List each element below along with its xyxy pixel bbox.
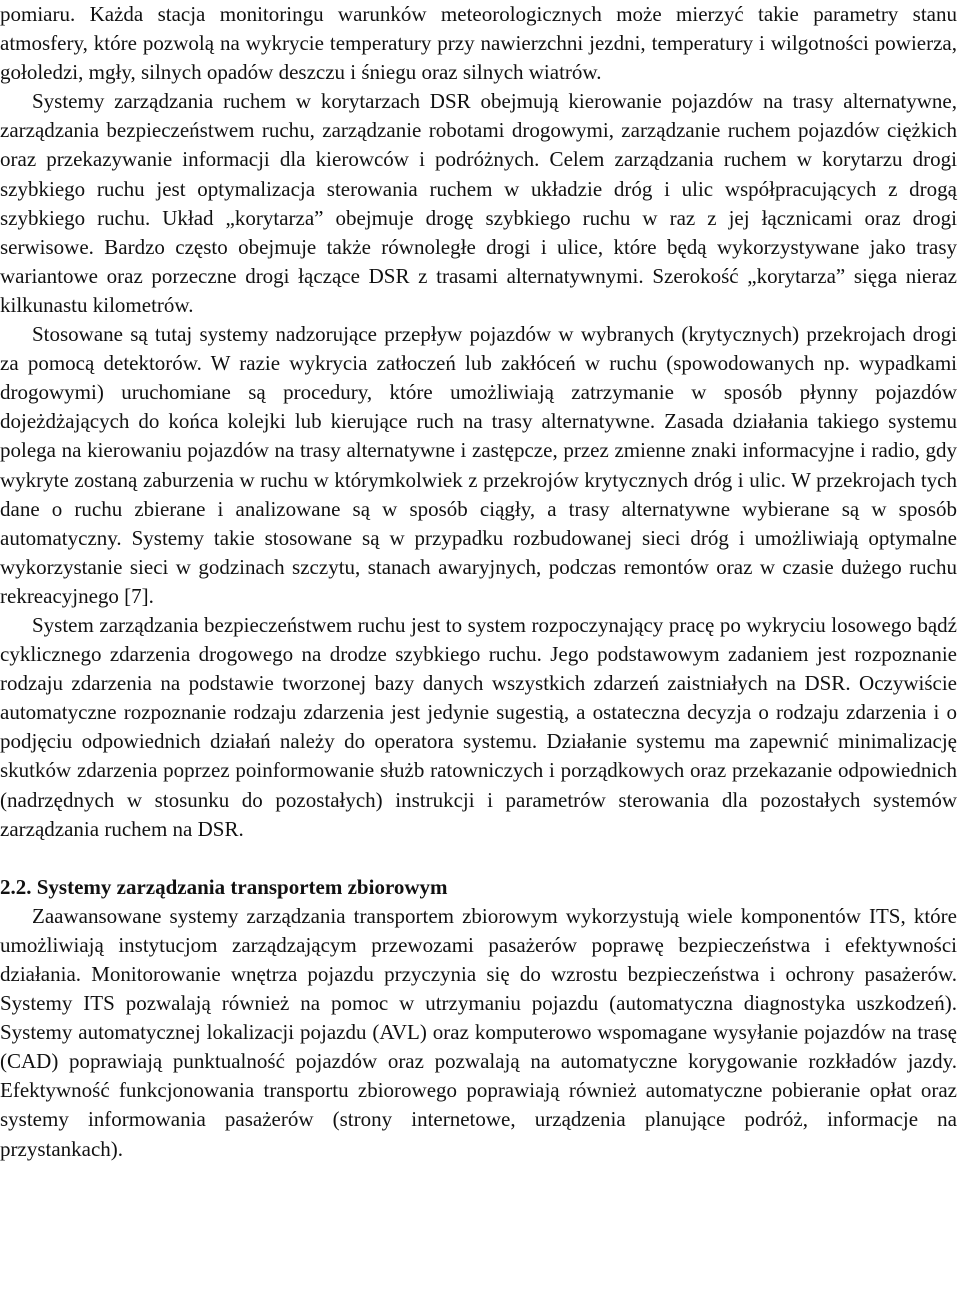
paragraph-weather-monitoring: pomiaru. Każda stacja monitoringu warunków meteorologicznych może mierzyć takie parametry stanu atmosfery, które pozwolą na wykrycie temperatury przy nawierzchni jezdni, temperatury i wilgotności powierza, gołoledzi, mgły, silnych opadów deszczu i śniegu oraz silnych wiatrów. <box>0 2 957 85</box>
paragraph-safety-management: System zarządzania bezpieczeństwem ruchu jest to system rozpoczynający pracę po wykryciu losowego bądź cyklicznego zdarzenia drogowego na drodze szybkiego ruchu. Jego podstawowym zadaniem jest rozpoznanie rodzaju zdarzenia na podstawie tworzonej bazy danych wszystkich zdarzeń zaistniałych na DSR. Oczywiście automatyczne rozpoznanie rodzaju zdarzenia jest jedynie sugestią, a ostateczna decyzja o rodzaju zdarzenia i o podjęciu odpowiednich działań należy do operatora systemu. Działanie systemu ma zapewnić minimalizację skutków zdarzenia poprzez poinformowanie służb ratowniczych i porządkowych oraz przekazanie odpowiednich (nadrzędnych w stosunku do pozostałych) instrukcji i parametrów sterowania dla pozostałych systemów zarządzania ruchem na DSR. <box>0 612 957 841</box>
paragraph-public-transport: Zaawansowane systemy zarządzania transportem zbiorowym wykorzystują wiele komponentów ITS, które umożliwiają instytucjom zarządzającym przewozami pasażerów poprawę bezpieczeństwa i efektywności działania. Monitorowanie wnętrza pojazdu przyczynia się do wzrostu bezpieczeństwa i ochrony pasażerów. Systemy ITS pozwalają również na pomoc w utrzymaniu pojazdu (automatyczna diagnostyka uszkodzeń). Systemy automatycznej lokalizacji pojazdu (AVL) oraz komputerowo wspomagane wysyłanie pojazdów na trasę (CAD) poprawiają punktualność pojazdów oraz pozwalają na automatyczne korygowanie rozkładów jazdy. Efektywność funkcjonowania transportu zbiorowego poprawiają również automatyczne pobieranie opłat oraz systemy informowania pasażerów (strony internetowe, urządzenia planujące podróż, informacje na przystankach). <box>0 903 957 1161</box>
paragraph-flow-supervision: Stosowane są tutaj systemy nadzorujące przepływ pojazdów w wybranych (krytycznych) przekrojach drogi za pomocą detektorów. W razie wykrycia zatłoczeń lub zakłóceń w ruchu (spowodowanych np. wypadkami drogowymi) uruchomiane są procedury, które umożliwiają zatrzymanie w sposób płynny pojazdów dojeżdżających do końca kolejki lub kierujące ruch na trasy alternatywne. Zasada działania takiego systemu polega na kierowaniu pojazdów na trasy alternatywne i zastępcze, przez zmienne znaki informacyjne i radio, gdy wykryte zostaną zaburzenia w ruchu w którymkolwiek z przekrojów krytycznych dróg i ulic. W przekrojach tych dane o ruchu zbierane i analizowane są w sposób ciągły, a trasy alternatywne wybierane są w sposób automatyczny. Systemy takie stosowane są w przypadku rozbudowanej sieci dróg i umożliwiają optymalne wykorzystanie sieci w godzinach szczytu, stanach awaryjnych, podczas remontów oraz w czasie dużego ruchu rekreacyjnego [7]. <box>0 322 957 608</box>
section-heading: 2.2. Systemy zarządzania transportem zbiorowym <box>0 874 448 899</box>
paragraph-dsr-traffic-management: Systemy zarządzania ruchem w korytarzach DSR obejmują kierowanie pojazdów na trasy alternatywne, zarządzania bezpieczeństwem ruchu, zarządzanie robotami drogowymi, zarządzanie ruchem pojazdów ciężkich oraz przekazywanie informacji dla kierowców i podróżnych. Celem zarządzania ruchem w korytarzu drogi szybkiego ruchu jest optymalizacja sterowania ruchem w układzie dróg i ulic współpracujących z drogą szybkiego ruchu. Układ „korytarza” obejmuje drogę szybkiego ruchu w raz z jej łącznicami oraz drogi serwisowe. Bardzo często obejmuje także równoległe drogi i ulice, które będą wykorzystywane jako trasy wariantowe oraz porzeczne drogi łączące DSR z trasami alternatywnymi. Szerokość „korytarza” sięga nieraz kilkunastu kilometrów. <box>0 89 957 317</box>
